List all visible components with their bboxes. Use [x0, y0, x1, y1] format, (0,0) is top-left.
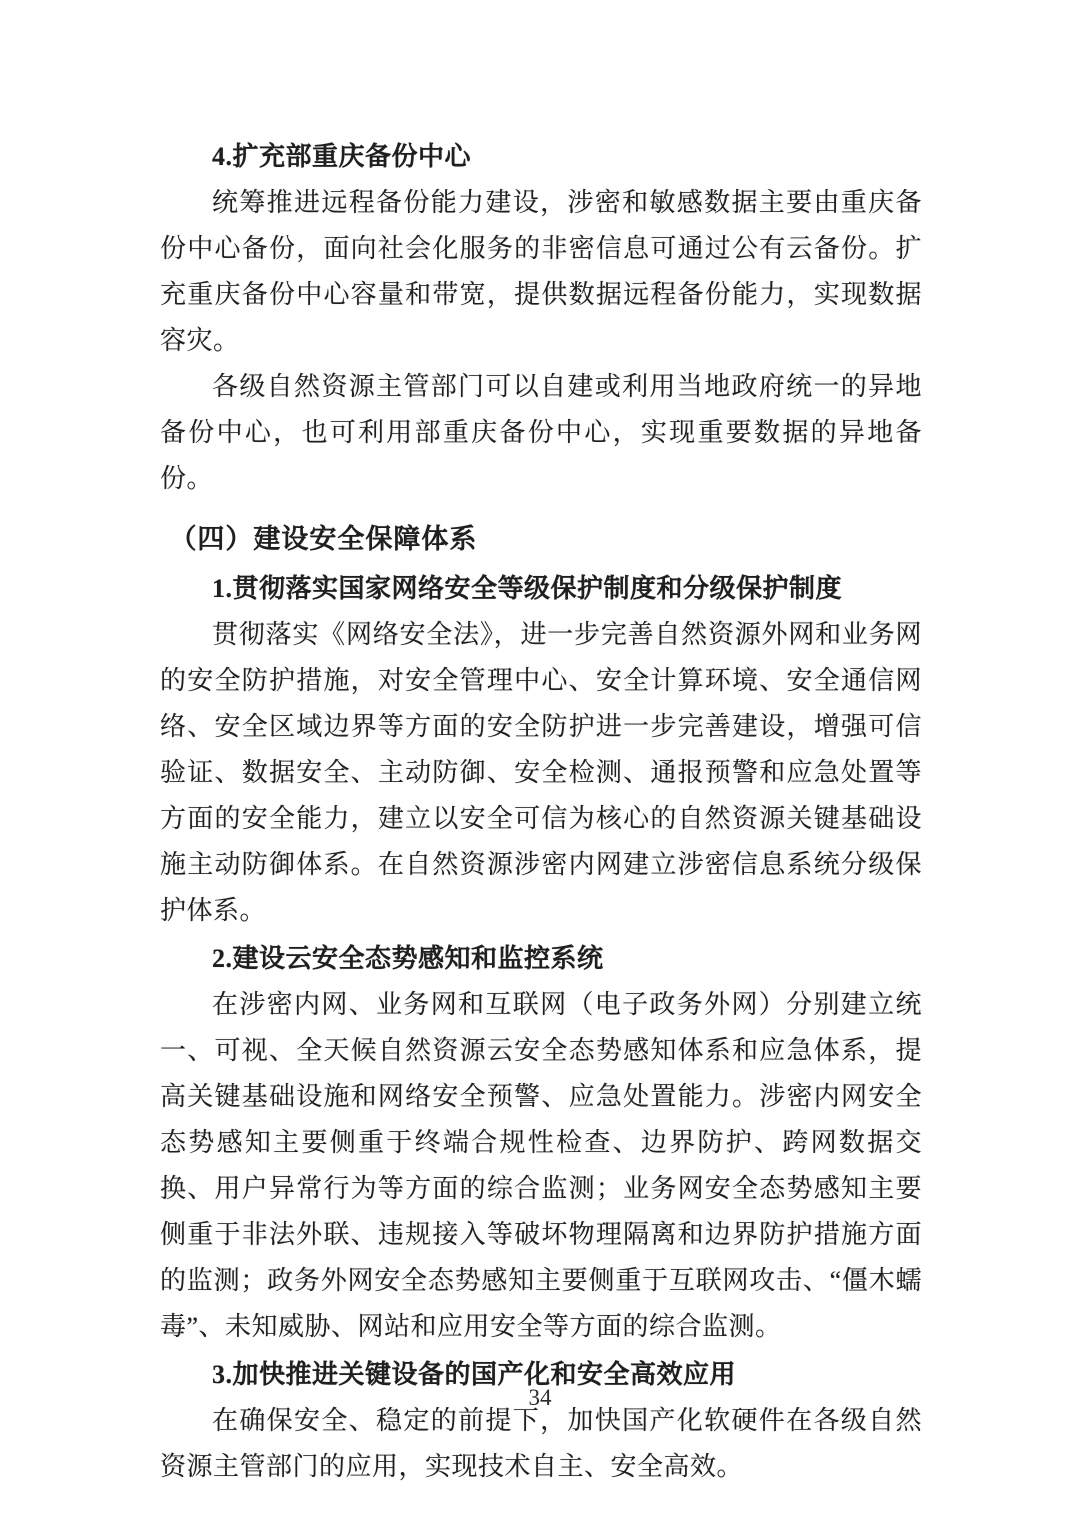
page-number: 34 [528, 1385, 552, 1410]
subsection-heading-4: 4.扩充部重庆备份中心 [212, 142, 472, 171]
paragraph-local-backup: 各级自然资源主管部门可以自建或利用当地政府统一的异地备份中心，也可利用部重庆备份中心，实现重要数据的异地备份。 [160, 372, 922, 493]
document-body [160, 132, 922, 1490]
subsection-heading-2: 2.建设云安全态势感知和监控系统 [212, 944, 604, 973]
subsection-heading-1: 1.贯彻落实国家网络安全等级保护制度和分级保护制度 [212, 574, 843, 603]
subsection-heading-3: 3.加快推进关键设备的国产化和安全高效应用 [212, 1360, 737, 1389]
paragraph-domestic-hardware: 在确保安全、稳定的前提下，加快国产化软硬件在各级自然资源主管部门的应用，实现技术自主、安全高效。 [160, 1406, 922, 1481]
paragraph-security-law: 贯彻落实《网络安全法》，进一步完善自然资源外网和业务网的安全防护措施，对安全管理中心、安全计算环境、安全通信网络、安全区域边界等方面的安全防护进一步完善建设，增强可信验证、数据安全、主动防御、安全检测、通报预警和应急处置等方面的安全能力，建立以安全可信为核心的自然资源关键基础设施主动防御体系。在自然资源涉密内网建立涉密信息系统分级保护体系。 [160, 620, 922, 925]
section-heading-security: （四）建设安全保障体系 [169, 524, 478, 554]
paragraph-cloud-awareness: 在涉密内网、业务网和互联网（电子政务外网）分别建立统一、可视、全天候自然资源云安全态势感知体系和应急体系，提高关键基础设施和网络安全预警、应急处置能力。涉密内网安全态势感知主要侧重于终端合规性检查、边界防护、跨网数据交换、用户异常行为等方面的综合监测；业务网安全态势感知主要侧重于非法外联、违规接入等破坏物理隔离和边界防护措施方面的监测；政务外网安全态势感知主要侧重于互联网攻击、“僵木蠕毒”、未知威胁、网站和应用安全等方面的综合监测。 [160, 990, 922, 1341]
paragraph-backup-expansion: 统筹推进远程备份能力建设，涉密和敏感数据主要由重庆备份中心备份，面向社会化服务的非密信息可通过公有云备份。扩充重庆备份中心容量和带宽，提供数据远程备份能力，实现数据容灾。 [160, 188, 922, 355]
